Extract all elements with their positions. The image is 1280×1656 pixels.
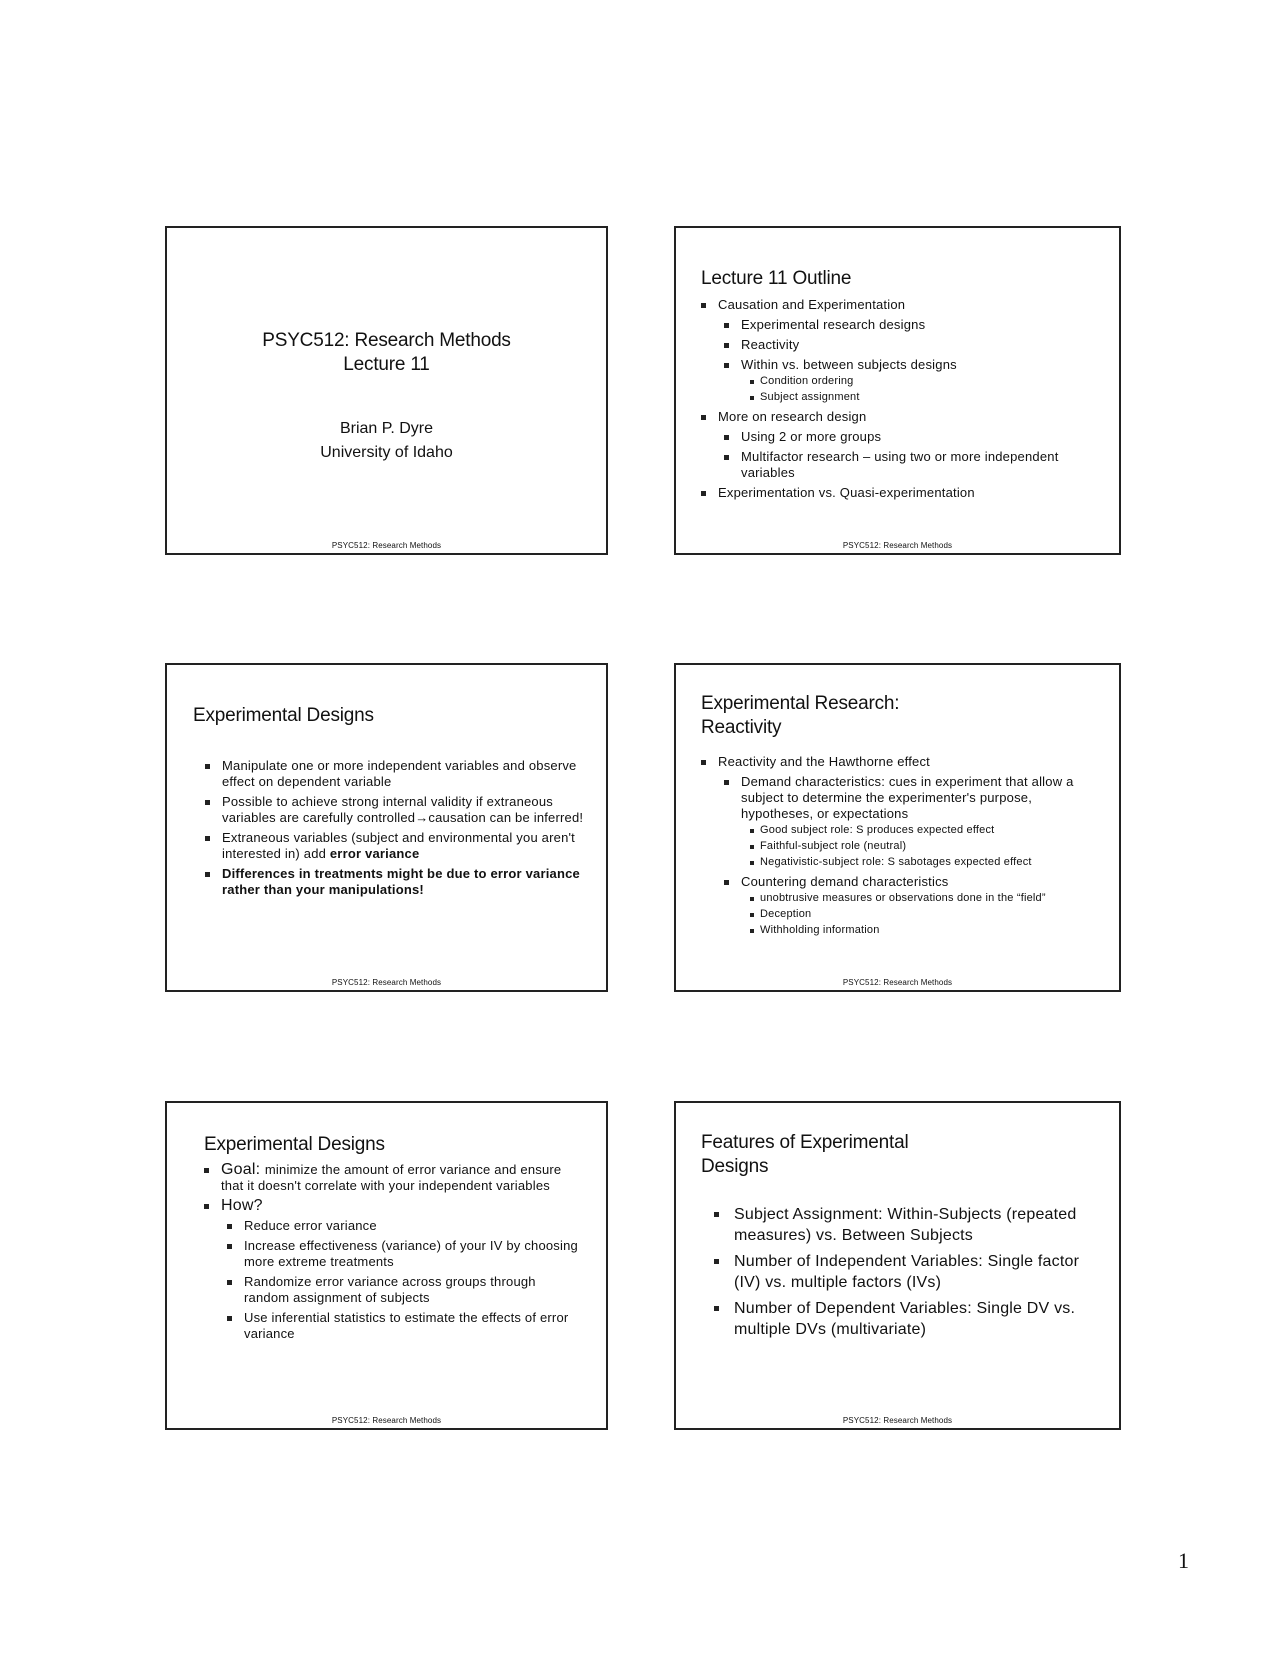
bullet-text: Withholding information [760,924,880,936]
bullet-text: Differences in treatments might be due to error variance rather than your manipulations! [222,866,580,897]
bullet-text: More on research design [718,409,867,424]
bullet-text: minimize the amount of error variance and ensure that it doesn't correlate with your independent variables [221,1162,562,1193]
bullet-item [714,1251,1097,1293]
bullet-item [714,1204,1097,1246]
institution: University of Idaho [320,444,453,461]
author: Brian P. Dyre [339,420,434,437]
bullet-text: Condition ordering [760,375,854,387]
slide-experimental-designs-2 [165,1101,608,1430]
slide-heading-line: Experimental Designs [193,705,374,726]
bullet-item [714,1298,1097,1340]
bullet-item [701,891,1097,906]
page-number: 1 [1178,1548,1189,1573]
bullet-text: Reactivity [741,337,800,352]
bullet-item [204,1198,584,1214]
bullet-text: Deception [760,908,812,920]
bullet-item [701,907,1097,922]
bullet-text: How? [221,1197,263,1214]
bullet-text: Increase effectiveness (variance) of your IV by choosing more extreme treatments [244,1238,578,1269]
bullet-item [701,374,1097,389]
bullet-text: Experimentation vs. Quasi-experimentation [718,485,975,500]
bullet-list [714,1204,1097,1340]
slide-heading [701,267,1119,291]
slide-title [165,226,608,555]
slide-footer: PSYC512: Research Methods [842,1416,953,1425]
bullet-item [701,297,1097,313]
bullet-text: Within vs. between subjects designs [741,357,957,372]
bullet-item [205,866,584,898]
slide-heading [204,1133,606,1157]
bullet-text: Negativistic-subject role: S sabotages expected effect [760,856,1032,868]
bullet-item [701,823,1097,838]
bullet-item [701,429,1097,445]
bullet-text: Possible to achieve strong internal validity if extraneous variables are carefully controlled→causation can be inferred! [222,794,584,825]
course-title: PSYC512: Research Methods [262,330,511,351]
bullet-text: Multifactor research – using two or more independent variables [741,449,1059,480]
bullet-text: Subject assignment [760,391,860,403]
slide-reactivity [674,663,1121,992]
bullet-text: Manipulate one or more independent variables and observe effect on dependent variable [222,758,577,789]
bullet-item [204,1218,584,1234]
bullet-text: Experimental research designs [741,317,926,332]
bullet-text: Goal: [221,1161,265,1178]
bullet-item [701,317,1097,333]
bullet-list [205,758,584,898]
slide-heading-line: Reactivity [701,717,782,738]
bullet-text: Subject Assignment: Within-Subjects (repeated measures) vs. Between Subjects [734,1206,1077,1244]
bullet-item [204,1238,584,1270]
bullet-item [204,1274,584,1306]
bullet-text: Number of Independent Variables: Single factor (IV) vs. multiple factors (IVs) [734,1253,1080,1291]
bullet-item [701,923,1097,938]
bullet-item [701,874,1097,890]
slide-heading-line: Lecture 11 Outline [701,268,852,289]
bullet-list [701,297,1097,501]
bullet-text: Causation and Experimentation [718,297,906,312]
bullet-text: Good subject role: S produces expected effect [760,824,995,836]
bullet-list [204,1162,584,1342]
slide-heading [193,704,606,728]
bullet-text: Faithful-subject role (neutral) [760,840,907,852]
bullet-text: unobtrusive measures or observations done in the “field” [760,892,1046,904]
bullet-text: Randomize error variance across groups through random assignment of subjects [244,1274,536,1305]
slide-outline [674,226,1121,555]
bullet-text: Demand characteristics: cues in experiment that allow a subject to determine the experimenter's purpose, hypotheses, or expectations [741,774,1074,821]
bullet-item [205,830,584,862]
lecture-number: Lecture 11 [343,354,430,375]
slide-heading-line: Designs [701,1156,769,1177]
slide-footer: PSYC512: Research Methods [331,978,442,987]
slide-heading [701,1131,1119,1179]
bullet-item [205,794,584,826]
bullet-text: Reduce error variance [244,1218,377,1233]
bullet-text: Number of Dependent Variables: Single DV vs. multiple DVs (multivariate) [734,1300,1076,1338]
bullet-list [701,754,1097,938]
bullet-item [701,774,1097,822]
slide-features [674,1101,1121,1430]
bullet-item [205,758,584,790]
slide-heading-line: Features of Experimental [701,1132,909,1153]
slide-heading-line: Experimental Designs [204,1134,385,1155]
slide-footer: PSYC512: Research Methods [842,541,953,550]
bullet-item [701,337,1097,353]
bullet-item [701,754,1097,770]
slide-heading-line: Experimental Research: [701,693,900,714]
bullet-text: error variance [329,846,420,861]
bullet-item [701,390,1097,405]
bullet-item [204,1310,584,1342]
bullet-text: Reactivity and the Hawthorne effect [718,754,930,769]
bullet-text: Extraneous variables (subject and environmental you aren't interested in) add [222,830,575,861]
bullet-item [701,409,1097,425]
bullet-item [701,839,1097,854]
bullet-item [701,357,1097,373]
slide-heading [701,692,1119,740]
slide-footer: PSYC512: Research Methods [331,1416,442,1425]
slide-experimental-designs [165,663,608,992]
bullet-item [701,449,1097,481]
slide-footer: PSYC512: Research Methods [842,978,953,987]
bullet-text: Using 2 or more groups [741,429,882,444]
bullet-text: Countering demand characteristics [741,874,949,889]
bullet-item [701,855,1097,870]
bullet-item [701,485,1097,501]
slide-footer: PSYC512: Research Methods [331,541,442,550]
bullet-text: Use inferential statistics to estimate the effects of error variance [244,1310,569,1341]
bullet-item [204,1162,584,1194]
